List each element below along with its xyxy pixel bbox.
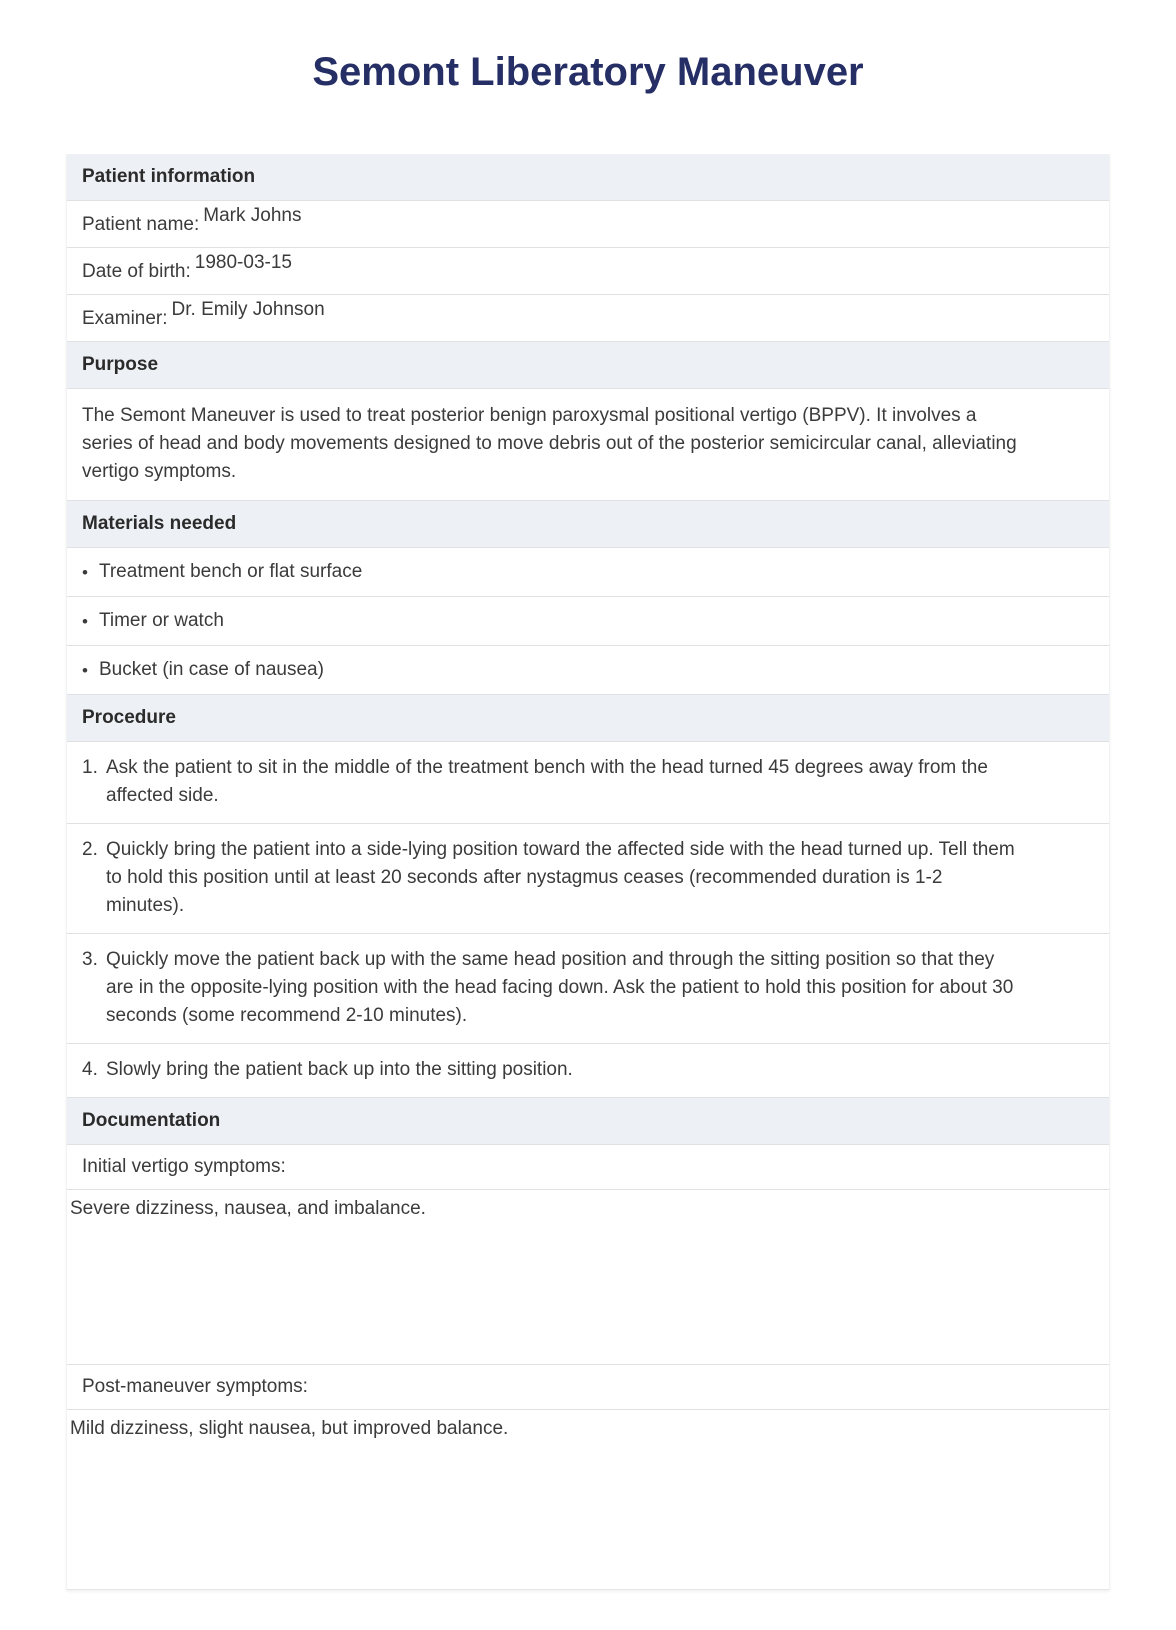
section-header-procedure <box>67 695 1109 742</box>
bullet-icon: • <box>82 660 88 680</box>
post-maneuver-symptoms-label: Post-maneuver symptoms: <box>82 1376 308 1397</box>
date-of-birth-label: Date of birth: <box>82 261 191 282</box>
initial-symptoms-label-row <box>67 1145 1109 1190</box>
purpose-text-row <box>67 389 1109 501</box>
section-header-label: Patient information <box>82 166 256 187</box>
section-header-label: Materials needed <box>82 513 237 534</box>
step-text: Quickly move the patient back up with the same head position and through the sitting position so that they are in the opposite-lying position with the head facing down. Ask the patient to hold this position for about 30 seconds (some recommend 2-10 minutes). <box>106 949 1014 1026</box>
step-number: 1. <box>82 757 98 778</box>
initial-symptoms-field-row <box>67 1190 1109 1365</box>
section-header-label: Documentation <box>82 1110 221 1131</box>
material-item-label: Timer or watch <box>98 610 224 631</box>
step-number: 2. <box>82 839 98 860</box>
procedure-step-3 <box>67 934 1109 1044</box>
initial-symptoms-label: Initial vertigo symptoms: <box>82 1156 286 1177</box>
section-header-patient-information <box>67 154 1109 201</box>
bullet-icon: • <box>82 611 88 631</box>
post-maneuver-symptoms-label-row <box>67 1365 1109 1410</box>
section-header-label: Procedure <box>82 707 176 728</box>
material-item-row <box>67 597 1109 646</box>
date-of-birth-value[interactable]: 1980-03-15 <box>194 252 292 273</box>
patient-name-label: Patient name: <box>82 214 200 235</box>
bullet-icon: • <box>82 562 88 582</box>
material-item-label: Treatment bench or flat surface <box>98 561 363 582</box>
material-item-label: Bucket (in case of nausea) <box>98 659 324 680</box>
section-header-documentation <box>67 1098 1109 1145</box>
procedure-step-4 <box>67 1044 1109 1098</box>
examiner-label: Examiner: <box>82 308 168 329</box>
material-item-row <box>67 548 1109 597</box>
field-row-date-of-birth <box>67 248 1109 295</box>
step-text: Slowly bring the patient back up into the sitting position. <box>106 1059 573 1080</box>
step-number: 3. <box>82 949 98 970</box>
material-item-row <box>67 646 1109 695</box>
patient-name-value[interactable]: Mark Johns <box>203 205 302 226</box>
purpose-text: The Semont Maneuver is used to treat posterior benign paroxysmal positional vertigo (BPPV). It involves a series of head and body movements designed to move debris out of the posterior semicircular canal, alleviating vertigo symptoms. <box>82 405 1017 482</box>
section-header-purpose <box>67 342 1109 389</box>
procedure-step-2 <box>67 824 1109 934</box>
initial-symptoms-textarea[interactable] <box>67 1190 1109 1364</box>
section-header-materials-needed <box>67 501 1109 548</box>
procedure-step-1 <box>67 742 1109 824</box>
semont-form-table <box>66 154 1110 1590</box>
field-row-patient-name <box>67 201 1109 248</box>
step-number: 4. <box>82 1059 98 1080</box>
examiner-value[interactable]: Dr. Emily Johnson <box>171 299 325 320</box>
page-title: Semont Liberatory Maneuver <box>312 50 864 94</box>
field-row-examiner <box>67 295 1109 342</box>
section-header-label: Purpose <box>82 354 159 375</box>
step-text: Ask the patient to sit in the middle of the treatment bench with the head turned 45 degrees away from the affected side. <box>106 757 988 806</box>
post-maneuver-symptoms-textarea[interactable] <box>67 1410 1109 1589</box>
post-maneuver-symptoms-field-row <box>67 1410 1109 1589</box>
step-text: Quickly bring the patient into a side-lying position toward the affected side with the head turned up. Tell them to hold this position until at least 20 seconds after nystagmus ceases (recommended duration is 1-2 minutes). <box>106 839 1015 916</box>
